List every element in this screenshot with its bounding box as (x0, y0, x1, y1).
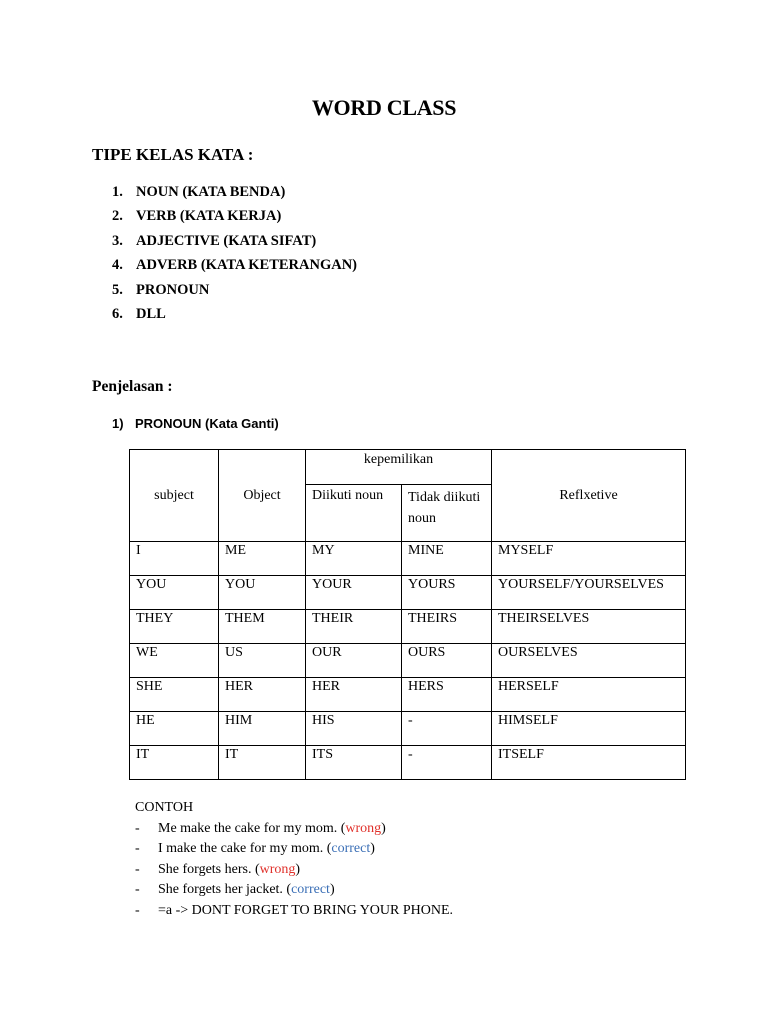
table-cell: IT (219, 746, 306, 780)
table-cell: SHE (130, 678, 219, 712)
table-cell: HE (130, 712, 219, 746)
table-cell: ITS (306, 746, 402, 780)
list-item (112, 233, 357, 257)
table-cell: OURSELVES (492, 644, 686, 678)
table-row (130, 678, 686, 712)
table-cell: MY (306, 542, 402, 576)
table-cell: HIMSELF (492, 712, 686, 746)
pronoun-heading (112, 416, 279, 431)
table-cell: MYSELF (492, 542, 686, 576)
correct-tag: correct (331, 841, 371, 857)
table-cell: WE (130, 644, 219, 678)
paren-open: ( (340, 820, 346, 836)
correct-tag: correct (291, 882, 330, 898)
table-cell: THEY (130, 610, 219, 644)
paren-close: ) (370, 841, 375, 857)
table-header-row (130, 450, 686, 485)
table-cell: THEIRSELVES (492, 610, 686, 644)
list-label: ADJECTIVE (KATA SIFAT) (136, 232, 317, 249)
pronoun-heading-number: 1) (112, 416, 124, 431)
list-number: 2. (112, 208, 123, 225)
list-number: 5. (112, 281, 123, 298)
table-row (130, 610, 686, 644)
table-cell: THEM (219, 610, 306, 644)
table-cell: OUR (306, 644, 402, 678)
paren-open: ( (326, 841, 332, 857)
examples-block (135, 798, 453, 922)
table-cell: YOU (130, 576, 219, 610)
example-text: =a -> DONT FORGET TO BRING YOUR PHONE. (158, 902, 454, 918)
table-cell: THEIR (306, 610, 402, 644)
example-item (135, 880, 453, 901)
example-text: She forgets her jacket. (158, 882, 287, 898)
example-item (135, 860, 453, 881)
list-label: VERB (KATA KERJA) (136, 208, 282, 225)
table-cell: HIM (219, 712, 306, 746)
list-label: NOUN (KATA BENDA) (136, 184, 286, 200)
table-cell: IT (130, 746, 219, 780)
list-number: 1. (112, 184, 123, 200)
table-row (130, 712, 686, 746)
list-number: 4. (112, 257, 123, 274)
page-title: WORD CLASS (311, 95, 457, 120)
paren-open: ( (286, 882, 292, 898)
table-cell: OURS (402, 644, 492, 678)
list-label: ADVERB (KATA KETERANGAN) (136, 257, 358, 274)
list-item (112, 208, 357, 232)
list-item (112, 184, 357, 208)
pronoun-heading-label: PRONOUN (Kata Ganti) (135, 416, 279, 431)
table-cell: HER (306, 678, 402, 712)
example-dash: - (135, 902, 140, 918)
header-followed-by-noun: Diikuti noun (306, 485, 402, 542)
example-dash: - (135, 861, 140, 877)
example-text: She forgets hers. (158, 861, 255, 877)
list-item (112, 282, 357, 306)
table-cell: - (402, 712, 492, 746)
table-cell: HERSELF (492, 678, 686, 712)
table-cell: ITSELF (492, 746, 686, 780)
header-possessive: kepemilikan (306, 450, 492, 485)
paren-open: ( (254, 861, 260, 877)
table-cell: THEIRS (402, 610, 492, 644)
example-dash: - (135, 882, 140, 898)
wrong-tag: wrong (259, 861, 296, 877)
list-number: 6. (112, 305, 123, 322)
example-item (135, 819, 453, 840)
example-text: I make the cake for my mom. (158, 841, 327, 857)
header-not-followed-by-noun: Tidak diikuti noun (402, 485, 492, 542)
example-item (135, 901, 453, 922)
table-row (130, 542, 686, 576)
word-types-list (112, 184, 357, 330)
table-cell: YOURS (402, 576, 492, 610)
table-cell: HERS (402, 678, 492, 712)
table-cell: HIS (306, 712, 402, 746)
list-item (112, 257, 357, 281)
list-number: 3. (112, 232, 123, 249)
header-subject: subject (130, 450, 219, 542)
wrong-tag: wrong (345, 820, 382, 836)
table-row (130, 576, 686, 610)
explanation-heading: Penjelasan : (92, 378, 173, 395)
paren-close: ) (295, 861, 301, 877)
pronoun-table (129, 449, 686, 780)
table-cell: YOURSELF/YOURSELVES (492, 576, 686, 610)
list-item (112, 306, 357, 330)
list-label: PRONOUN (136, 281, 210, 298)
examples-heading: CONTOH (135, 800, 194, 815)
header-reflexive: Reflxetive (492, 450, 686, 542)
table-row (130, 644, 686, 678)
table-cell: HER (219, 678, 306, 712)
section-subtitle: TIPE KELAS KATA : (92, 145, 254, 164)
table-cell: MINE (402, 542, 492, 576)
table-cell: ME (219, 542, 306, 576)
list-label: DLL (136, 305, 166, 322)
table-cell: US (219, 644, 306, 678)
example-item (135, 839, 453, 860)
table-cell: I (130, 542, 219, 576)
table-cell: - (402, 746, 492, 780)
paren-close: ) (329, 882, 335, 898)
table-cell: YOUR (306, 576, 402, 610)
table-row (130, 746, 686, 780)
table-cell: YOU (219, 576, 306, 610)
example-dash: - (135, 820, 140, 836)
example-dash: - (135, 841, 140, 857)
paren-close: ) (381, 820, 386, 836)
example-text: Me make the cake for my mom. (158, 820, 341, 836)
header-object: Object (219, 450, 306, 542)
